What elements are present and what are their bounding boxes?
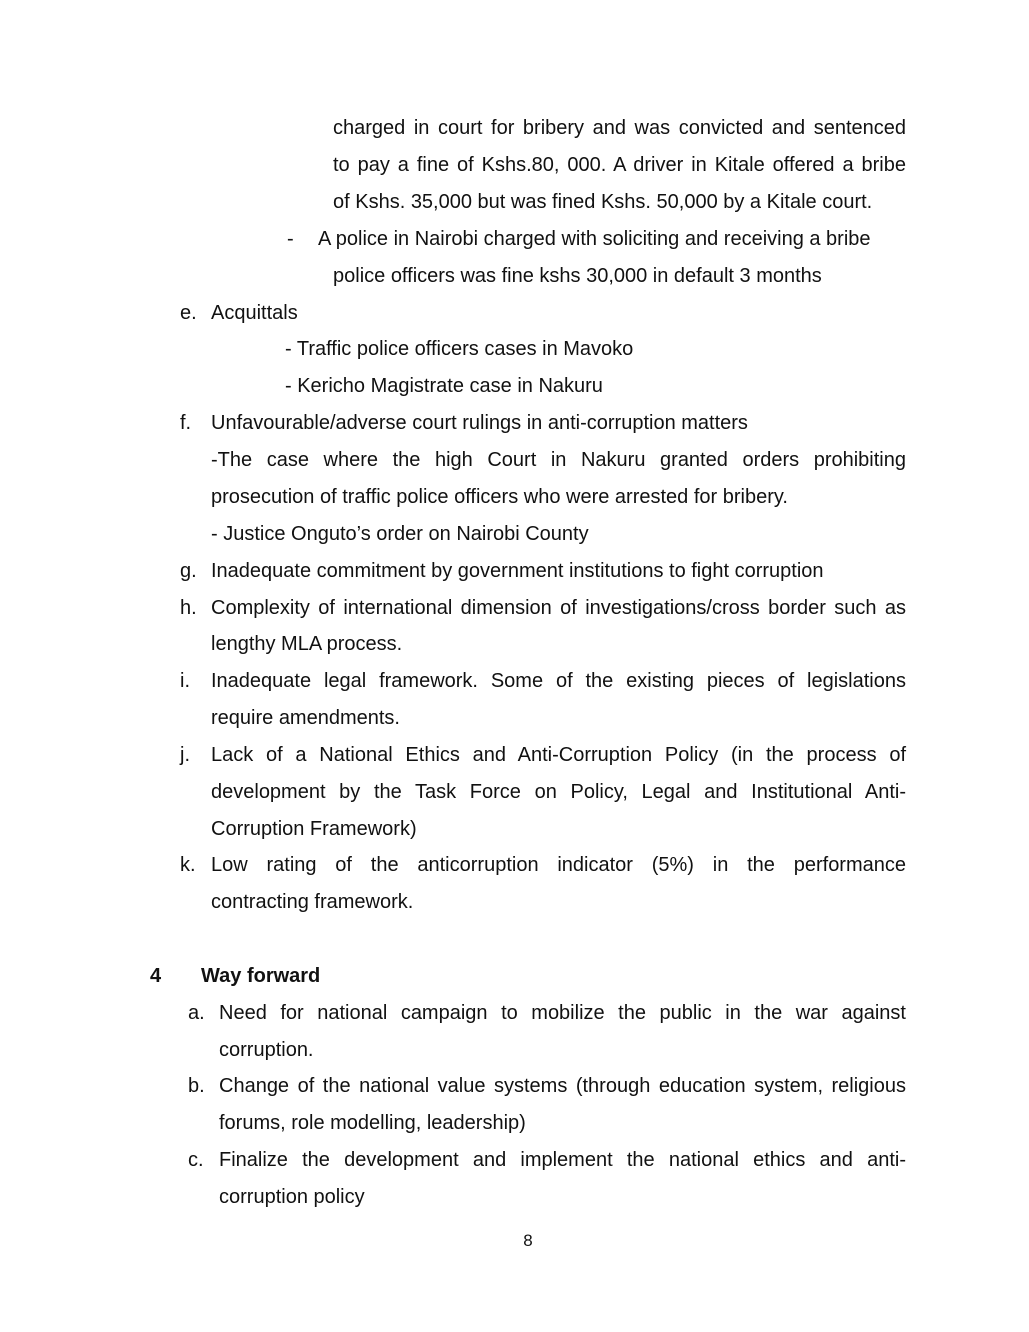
list-item-line: require amendments.: [211, 707, 400, 729]
page-number: 8: [523, 1231, 533, 1250]
list-item-title: Acquittals: [211, 302, 298, 324]
list-item-line: corruption.: [219, 1039, 314, 1061]
list-item-line: prosecution of traffic police officers who were arrested for bribery.: [211, 486, 788, 508]
paragraph-line: to pay a fine of Kshs.80, 000. A driver in Kitale offered a bribe: [333, 154, 906, 176]
list-item-line: Complexity of international dimension of investigations/cross border such as: [211, 597, 906, 619]
list-marker: a.: [188, 1002, 205, 1024]
dash-item-line: police officers was fine kshs 30,000 in default 3 months: [333, 265, 822, 287]
list-item-line: Inadequate commitment by government institutions to fight corruption: [211, 560, 824, 582]
sub-item: - Kericho Magistrate case in Nakuru: [285, 375, 603, 397]
list-item-line: contracting framework.: [211, 891, 414, 913]
paragraph-line: of Kshs. 35,000 but was fined Kshs. 50,000 by a Kitale court.: [333, 191, 873, 213]
list-marker: f.: [180, 412, 192, 434]
paragraph-line: charged in court for bribery and was convicted and sentenced: [333, 117, 906, 139]
list-item-line: Need for national campaign to mobilize the public in the war against: [219, 1002, 906, 1024]
list-marker: b.: [188, 1075, 205, 1097]
list-item-line: Inadequate legal framework. Some of the existing pieces of legislations: [211, 670, 906, 692]
list-item-line: Change of the national value systems (through education system, religious: [219, 1075, 906, 1097]
list-item-line: corruption policy: [219, 1186, 365, 1208]
dash-item-line: A police in Nairobi charged with soliciting and receiving a bribe: [318, 228, 871, 250]
dash-marker: -: [287, 228, 294, 250]
list-marker: c.: [188, 1149, 204, 1171]
list-item-line: forums, role modelling, leadership): [219, 1112, 526, 1134]
list-item-line: - Justice Onguto’s order on Nairobi County: [211, 523, 589, 545]
section-number: 4: [150, 965, 162, 987]
list-item-line: Corruption Framework): [211, 818, 417, 840]
list-item-title: Unfavourable/adverse court rulings in anti-corruption matters: [211, 412, 748, 434]
list-marker: j.: [180, 744, 190, 766]
list-item-line: development by the Task Force on Policy, Legal and Institutional Anti-: [211, 781, 906, 803]
list-item-line: Finalize the development and implement the national ethics and anti-: [219, 1149, 906, 1171]
list-item-line: Low rating of the anticorruption indicator (5%) in the performance: [211, 854, 906, 876]
list-marker: i.: [180, 670, 190, 692]
list-item-line: lengthy MLA process.: [211, 633, 403, 655]
list-item-line: Lack of a National Ethics and Anti-Corruption Policy (in the process of: [211, 744, 906, 766]
list-item-line: -The case where the high Court in Nakuru granted orders prohibiting: [211, 449, 906, 471]
list-marker: g.: [180, 560, 197, 582]
sub-item: - Traffic police officers cases in Mavoko: [285, 338, 634, 360]
section-heading: Way forward: [201, 965, 321, 987]
list-marker: h.: [180, 597, 197, 619]
list-marker: e.: [180, 302, 197, 324]
list-marker: k.: [180, 854, 196, 876]
